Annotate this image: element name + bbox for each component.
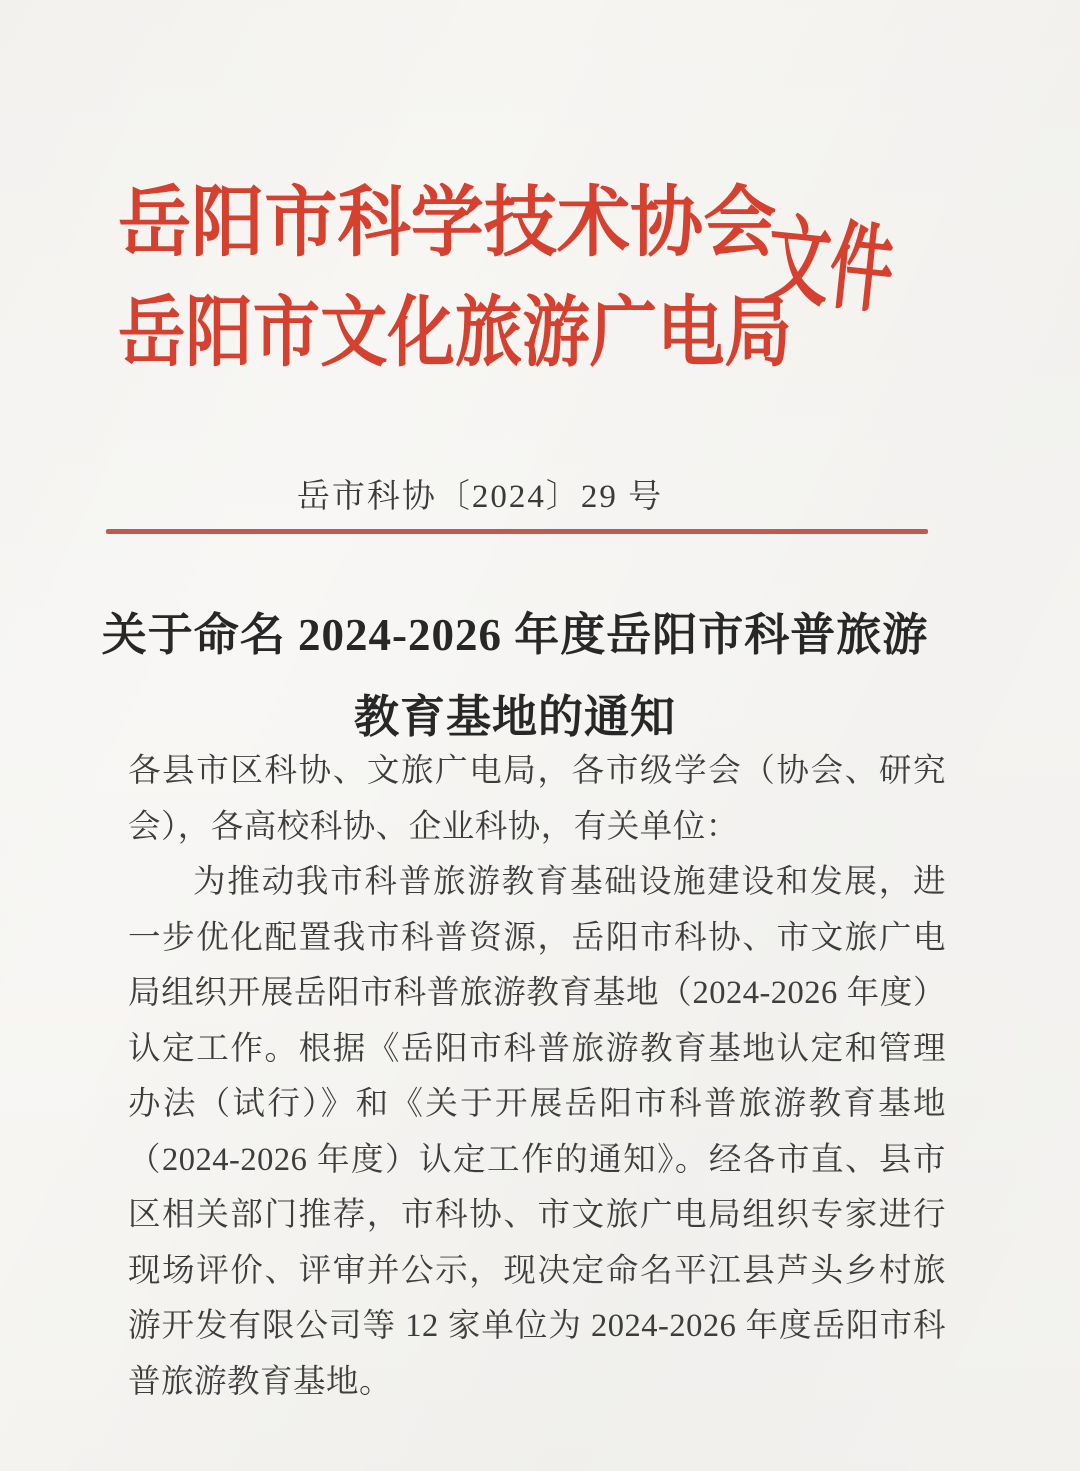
red-divider [106, 529, 928, 534]
org-name-line-2: 岳阳市文化旅游广电局 [118, 290, 792, 376]
salutation: 各县市区科协、文旅广电局，各市级学会（协会、研究会），各高校科协、企业科协，有关单位： [128, 753, 946, 845]
doc-title-line-2: 教育基地的通知 [353, 692, 676, 742]
org-name-line-1: 岳阳市科学技术协会 [118, 180, 777, 266]
body-paragraph: 为推动我市科普旅游教育基础设施建设和发展，进一步优化配置我市科普资源，岳阳市科协、市文旅广电局组织开展岳阳市科普旅游教育基地（2024-2026 年度）认定工作。根据《岳阳市科普旅游教育基地认定和管理办法（试行）》和《关于开展岳阳市科普旅游教育基地（2024-2026 年度）认定工作的通知》。经各市直、县市区相关部门推荐，市科协、市文旅广电局组织专家进行现场评价、评审并公示，现决定命名平江县芦头乡村旅游开发有限公司等 12 家单位为 2024-2026 年度岳阳市科普旅游教育基地。 [128, 864, 946, 1400]
doc-body [128, 744, 946, 1410]
doc-type-label: 文件 [761, 206, 899, 326]
doc-title-line-1: 关于命名 2024-2026 年度岳阳市科普旅游 [101, 610, 929, 660]
doc-title [60, 594, 970, 758]
doc-number: 岳市科协〔2024〕29 号 [296, 479, 664, 515]
